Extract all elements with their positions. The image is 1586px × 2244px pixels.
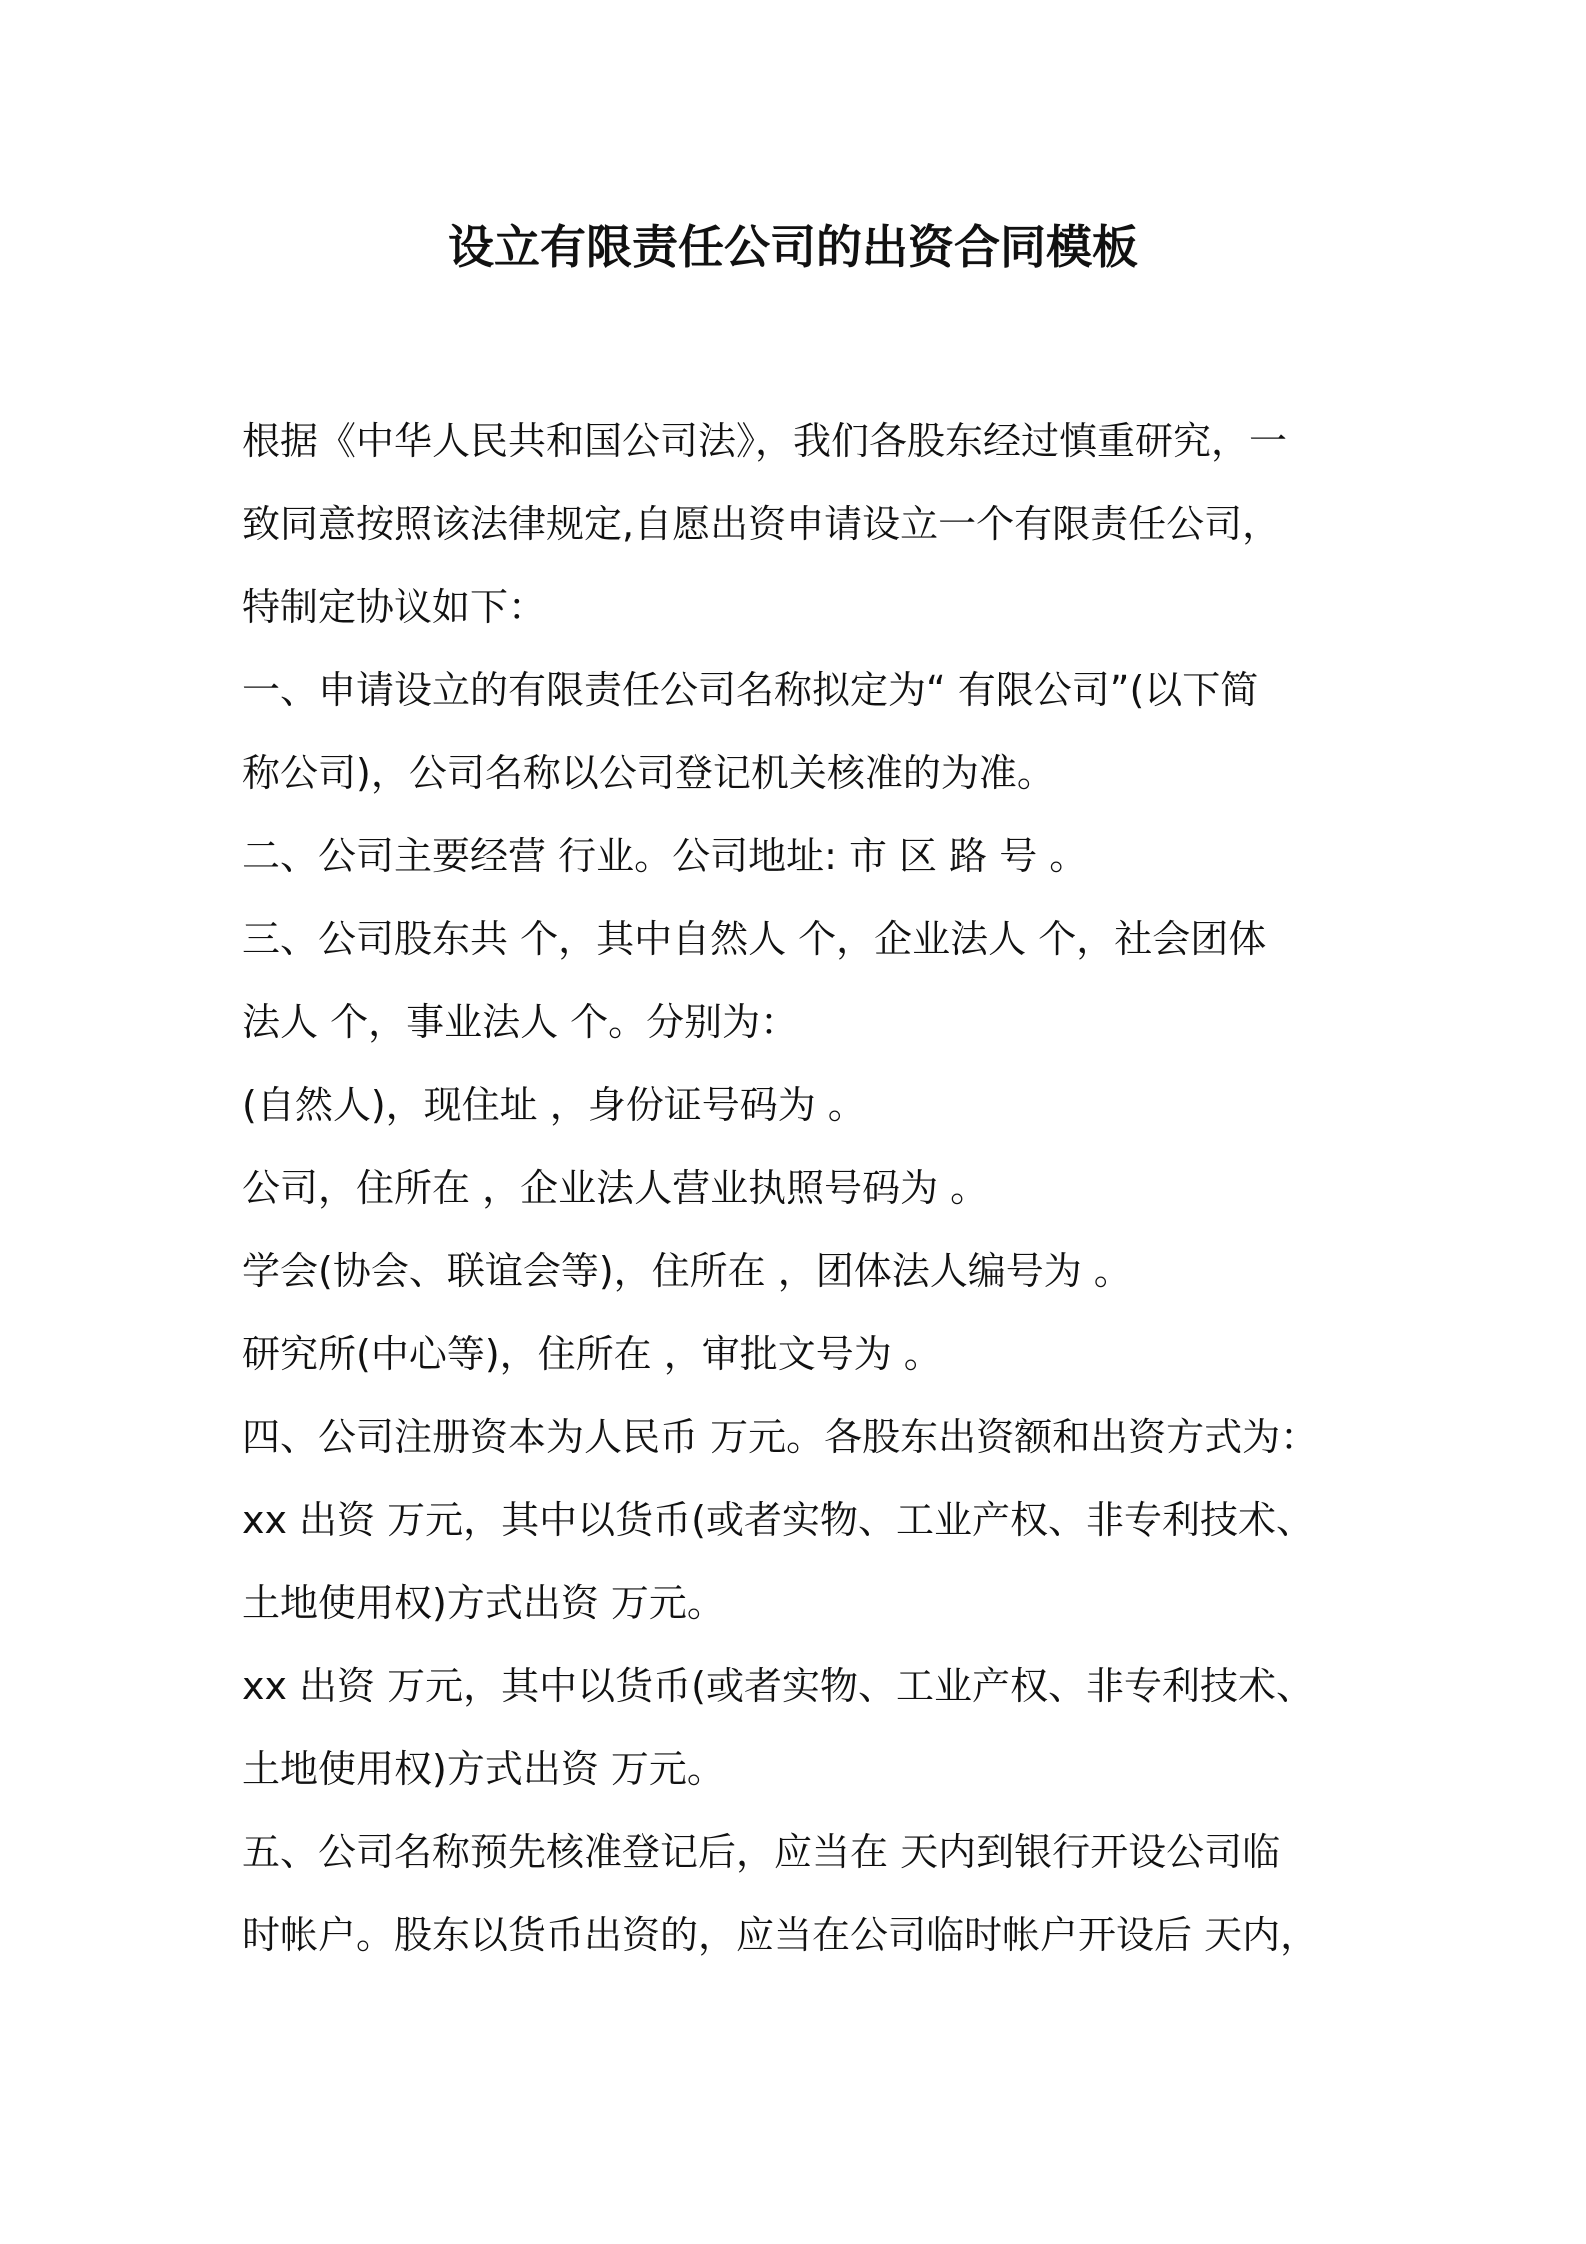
clause-3-line: 法人 个，事业法人 个。分别为： <box>242 1000 799 1044</box>
paragraph-line: 特制定协议如下： <box>242 585 547 629</box>
paragraph-line: 根据《中华人民共和国公司法》，我们各股东经过慎重研究，一 <box>242 419 1288 463</box>
clause-3-line: 三、公司股东共 个，其中自然人 个，企业法人 个，社会团体 <box>242 917 1267 961</box>
contribution-line: xx 出资 万元，其中以货币(或者实物、工业产权、非专利技术、 <box>242 1498 1314 1542</box>
contribution-line: 土地使用权)方式出资 万元。 <box>242 1747 725 1791</box>
clause-4-line: 四、公司注册资本为人民币 万元。各股东出资额和出资方式为： <box>242 1415 1319 1459</box>
shareholder-line: (自然人)，现住址 ，身份证号码为 。 <box>242 1083 866 1127</box>
shareholder-line: 公司，住所在 ，企业法人营业执照号码为 。 <box>242 1166 989 1210</box>
paragraph-line: 致同意按照该法律规定,自愿出资申请设立一个有限责任公司， <box>242 502 1281 546</box>
clause-1-line: 一、申请设立的有限责任公司名称拟定为“ 有限公司”(以下简 <box>242 668 1259 712</box>
contribution-line: 土地使用权)方式出资 万元。 <box>242 1581 725 1625</box>
clause-5-line: 时帐户。股东以货币出资的，应当在公司临时帐户开设后 天内， <box>242 1913 1319 1957</box>
contribution-line: xx 出资 万元，其中以货币(或者实物、工业产权、非专利技术、 <box>242 1664 1314 1708</box>
clause-1-line: 称公司)，公司名称以公司登记机关核准的为准。 <box>242 751 1055 795</box>
clause-2-line: 二、公司主要经营 行业。公司地址: 市 区 路 号 。 <box>242 834 1088 878</box>
shareholder-line: 研究所(中心等)，住所在 ，审批文号为 。 <box>242 1332 942 1376</box>
document-body <box>242 400 1362 1977</box>
clause-5-line: 五、公司名称预先核准登记后，应当在 天内到银行开设公司临 <box>242 1830 1281 1874</box>
document-title: 设立有限责任公司的出资合同模板 <box>448 220 1138 274</box>
shareholder-line: 学会(协会、联谊会等)，住所在 ，团体法人编号为 。 <box>242 1249 1132 1293</box>
